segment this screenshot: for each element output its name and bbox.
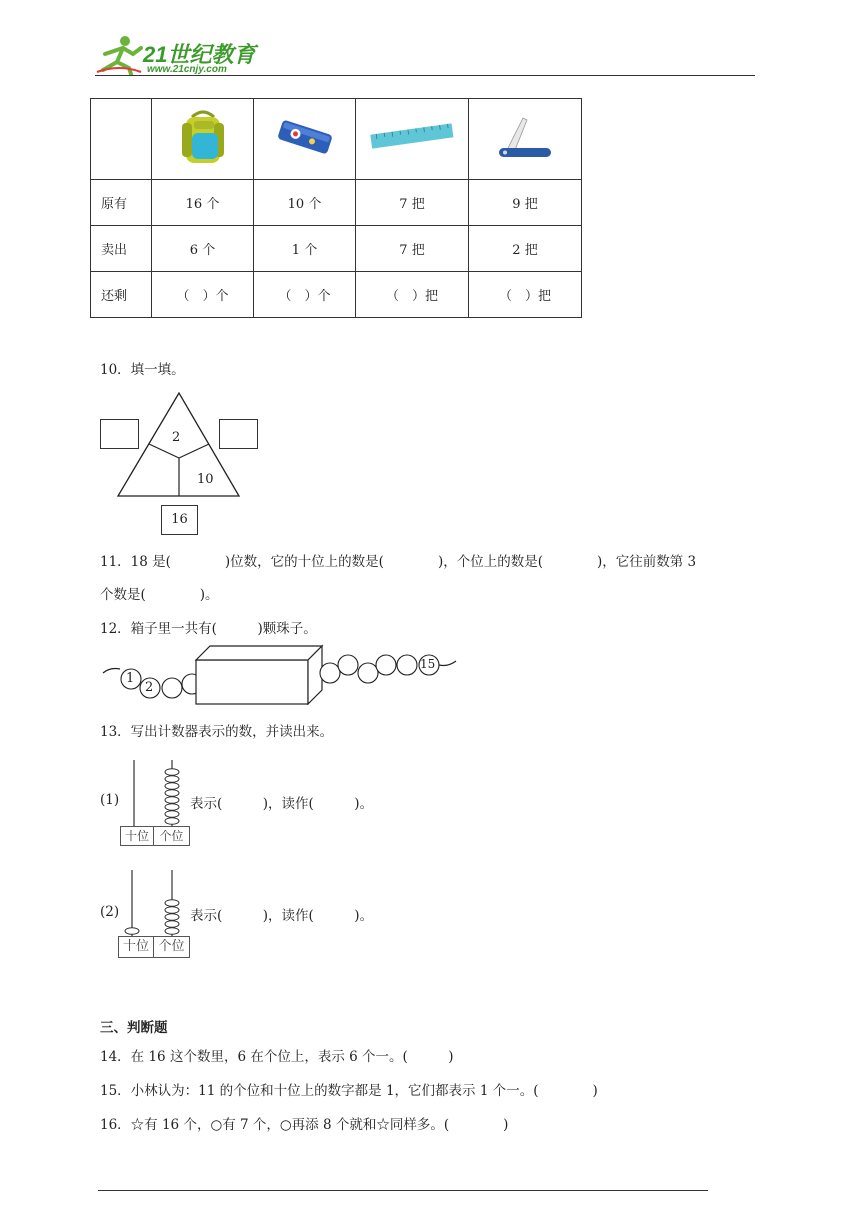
bead-label: 15 [420, 657, 436, 671]
ones-label: 个位 [153, 826, 190, 846]
backpack-icon [178, 107, 228, 167]
q11-line2: 个数是( )。 [100, 587, 219, 603]
footer-rule [98, 1190, 708, 1191]
knife-icon [493, 110, 557, 164]
row-label: 原有 [91, 180, 152, 226]
bottom-value-box: 16 [161, 505, 198, 535]
answer-cell[interactable]: （ ）把 [469, 272, 582, 318]
abacus-2 [116, 868, 190, 960]
q11-line1: 11．18 是( )位数，它的十位上的数是( )，个位上的数是( )，它往前数第 3 [100, 554, 697, 570]
bead-string-shape [100, 643, 460, 705]
table-cell: 2 把 [469, 226, 582, 272]
ruler-icon [369, 119, 455, 155]
q13-part1-label: (1) [100, 792, 120, 808]
table-cell: 7 把 [356, 226, 469, 272]
runner-logo-icon [95, 34, 143, 76]
right-answer-box[interactable] [219, 419, 258, 449]
tens-label: 十位 [118, 936, 154, 958]
table-row [91, 180, 582, 226]
header-logo [95, 34, 265, 76]
table-row [91, 99, 582, 180]
section-title: 三、判断题 [100, 1020, 168, 1036]
table-cell: 10 个 [254, 180, 356, 226]
knife-cell [469, 99, 582, 180]
supplies-table [90, 98, 582, 318]
ones-label: 个位 [153, 936, 190, 958]
backpack-cell [152, 99, 254, 180]
q16-text: 16．☆有 16 个，○有 7 个，○再添 8 个就和☆同样多。( ) [100, 1117, 509, 1133]
bead-label: 1 [126, 671, 135, 686]
q13-text: 13．写出计数器表示的数，并读出来。 [100, 724, 334, 740]
table-cell: 9 把 [469, 180, 582, 226]
q13-part2-answer: 表示( )，读作( )。 [190, 908, 374, 924]
ruler-cell [356, 99, 469, 180]
right-value: 10 [197, 472, 214, 487]
bead-box-diagram [100, 643, 460, 705]
header-rule [95, 75, 755, 76]
row-label: 还剩 [91, 272, 152, 318]
answer-cell[interactable]: （ ）个 [254, 272, 356, 318]
answer-cell[interactable]: （ ）把 [356, 272, 469, 318]
left-answer-box[interactable] [100, 419, 139, 449]
q13-part2-label: (2) [100, 904, 120, 920]
abacus-1 [118, 758, 190, 846]
q12-text: 12．箱子里一共有( )颗珠子。 [100, 621, 317, 637]
top-value: 2 [172, 430, 181, 445]
logo-main-text: 21世纪教育 [143, 42, 256, 67]
q14-text: 14．在 16 这个数里，6 在个位上，表示 6 个一。( ) [100, 1049, 454, 1065]
row-label: 卖出 [91, 226, 152, 272]
q10-text: 10．填一填。 [100, 362, 185, 378]
tens-label: 十位 [120, 826, 154, 846]
pencil-case-cell [254, 99, 356, 180]
abacus-rods [118, 758, 190, 828]
triangle-diagram [98, 390, 268, 540]
table-cell: 16 个 [152, 180, 254, 226]
abacus-rods [116, 868, 190, 938]
q15-text: 15．小林认为：11 的个位和十位上的数字都是 1，它们都表示 1 个一。( ) [100, 1083, 598, 1099]
table-row [91, 272, 582, 318]
table-cell: 6 个 [152, 226, 254, 272]
bead-label: 2 [145, 680, 154, 695]
table-row [91, 226, 582, 272]
table-cell: 7 把 [356, 180, 469, 226]
logo-sub-text: www.21cnjy.com [147, 64, 227, 75]
answer-cell[interactable]: （ ）个 [152, 272, 254, 318]
table-cell: 1 个 [254, 226, 356, 272]
table-corner-cell [91, 99, 152, 180]
pencil-case-icon [273, 115, 337, 159]
q13-part1-answer: 表示( )，读作( )。 [190, 796, 374, 812]
